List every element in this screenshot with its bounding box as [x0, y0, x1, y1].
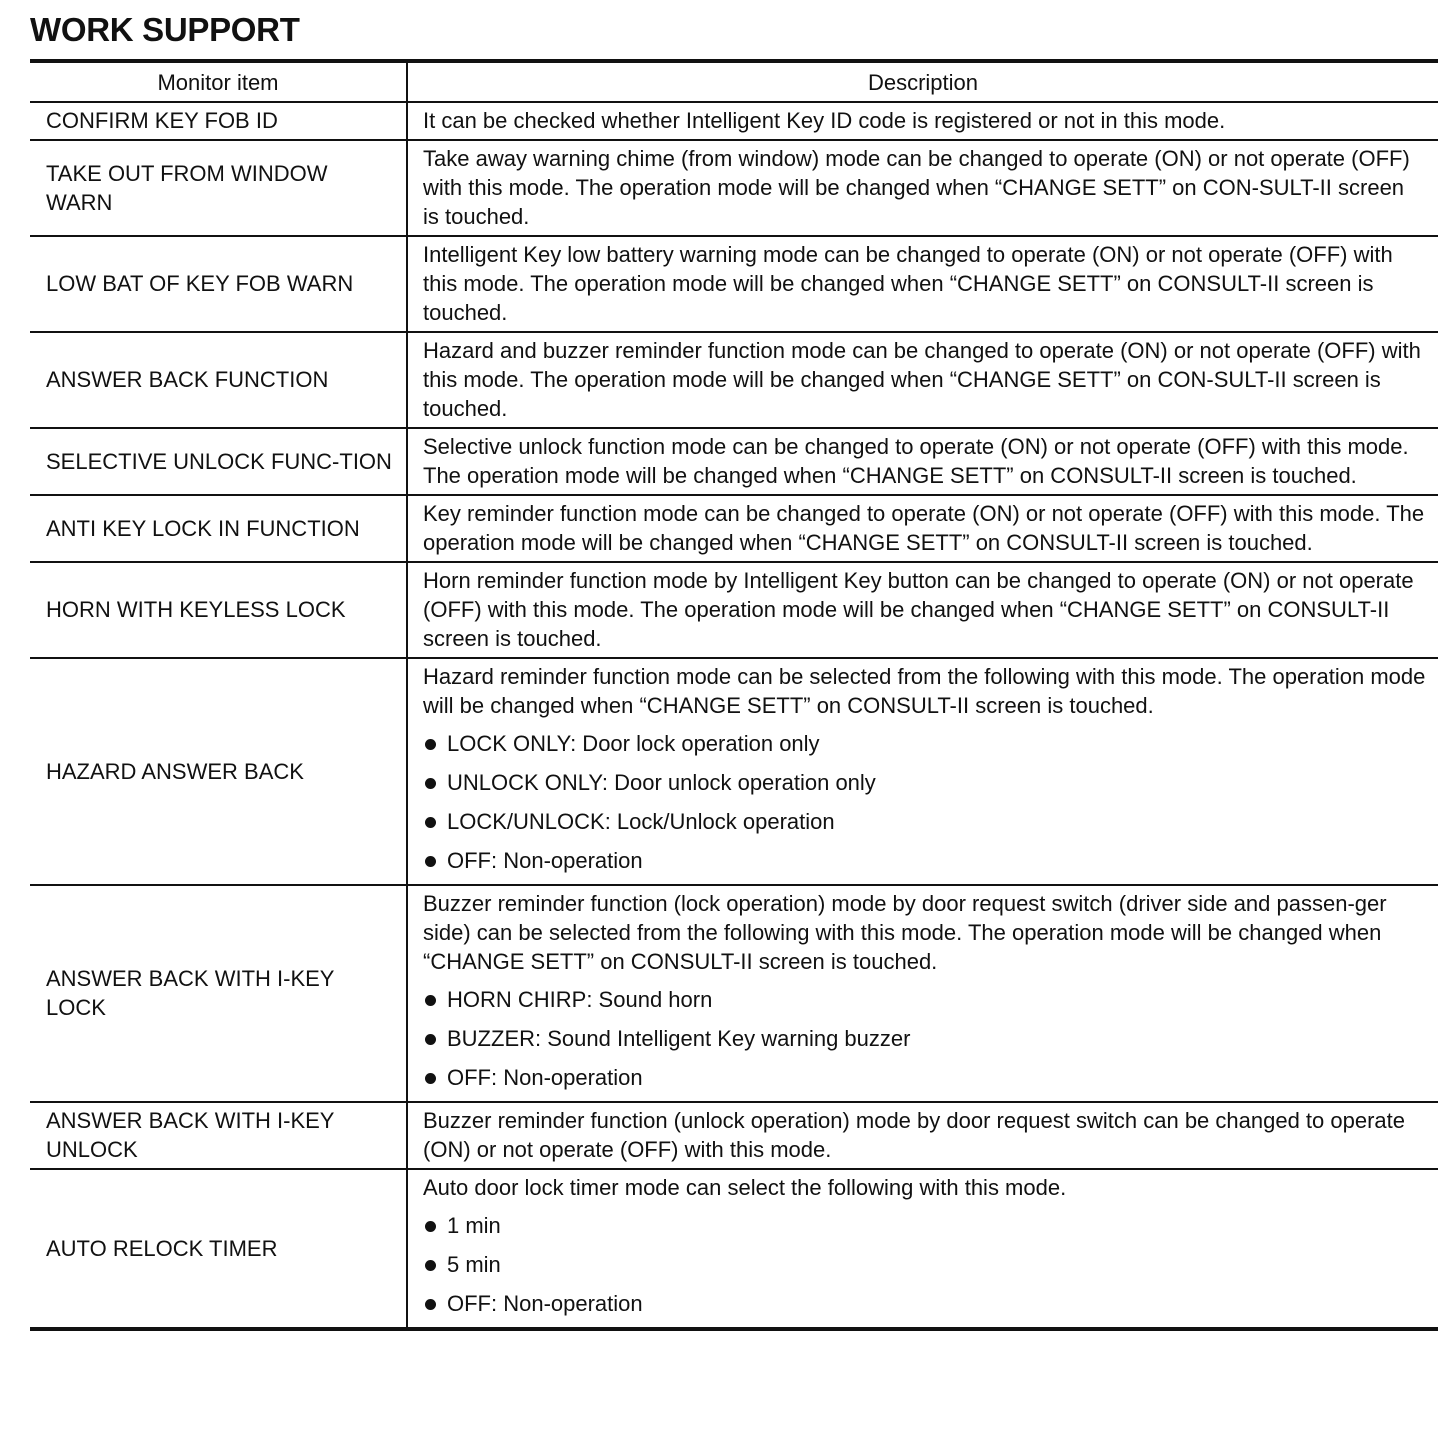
table-row	[30, 885, 1438, 1102]
bullet-icon	[425, 1260, 436, 1271]
option-item	[423, 1058, 1426, 1097]
description-cell	[407, 885, 1438, 1102]
description-cell	[407, 236, 1438, 332]
description-text: Hazard and buzzer reminder function mode can be changed to operate (ON) or not operate (OFF) with this mode. The operation mode will be changed when “CHANGE SETT” on CON-SULT-II screen is touched.	[423, 338, 1421, 421]
header-row	[30, 61, 1438, 102]
header-monitor-item: Monitor item	[157, 69, 279, 95]
description-cell	[407, 1102, 1438, 1169]
bullet-icon	[425, 778, 436, 789]
table-row	[30, 495, 1438, 562]
option-text: 5 min	[447, 1252, 501, 1277]
monitor-item-cell: HAZARD ANSWER BACK	[46, 758, 304, 784]
table-row	[30, 236, 1438, 332]
page-title: WORK SUPPORT	[30, 11, 300, 48]
option-text: OFF: Non-operation	[447, 1065, 643, 1090]
bullet-icon	[425, 1034, 436, 1045]
bullet-icon	[425, 739, 436, 750]
description-text: Buzzer reminder function (unlock operation) mode by door request switch can be changed to operate (ON) or not operate (OFF) with this mode.	[423, 1108, 1406, 1162]
monitor-item-cell: ANTI KEY LOCK IN FUNCTION	[46, 515, 360, 541]
header-description: Description	[407, 61, 1438, 102]
option-item	[423, 763, 1426, 802]
table-row	[30, 562, 1438, 658]
description-text: Take away warning chime (from window) mode can be changed to operate (ON) or not operate (OFF) with this mode. The operation mode will be changed when “CHANGE SETT” on CON-SULT-II screen is touched.	[423, 146, 1410, 229]
table-row	[30, 1169, 1438, 1329]
description-cell	[407, 102, 1438, 140]
description-text: Auto door lock timer mode can select the following with this mode.	[423, 1175, 1067, 1200]
bullet-icon	[425, 995, 436, 1006]
monitor-item-cell: TAKE OUT FROM WINDOW WARN	[46, 160, 328, 215]
table-body	[30, 102, 1438, 1329]
monitor-item-cell: LOW BAT OF KEY FOB WARN	[46, 271, 354, 296]
description-cell	[407, 332, 1438, 428]
option-item	[423, 841, 1426, 880]
bullet-icon	[425, 856, 436, 867]
option-text: OFF: Non-operation	[447, 1291, 643, 1316]
option-item	[423, 802, 1426, 841]
table-row	[30, 1102, 1438, 1169]
bullet-icon	[425, 1073, 436, 1084]
option-item	[423, 1206, 1426, 1245]
option-text: UNLOCK ONLY: Door unlock operation only	[447, 770, 876, 795]
description-cell	[407, 140, 1438, 236]
description-text: It can be checked whether Intelligent Key ID code is registered or not in this mode.	[423, 108, 1226, 133]
option-text: LOCK/UNLOCK: Lock/Unlock operation	[447, 809, 835, 834]
table-row	[30, 332, 1438, 428]
table-row	[30, 428, 1438, 495]
option-list	[423, 1206, 1426, 1323]
description-cell	[407, 495, 1438, 562]
bullet-icon	[425, 1221, 436, 1232]
monitor-item-cell: AUTO RELOCK TIMER	[46, 1235, 278, 1261]
description-text: Buzzer reminder function (lock operation) mode by door request switch (driver side and passen-ger side) can be selected from the following with this mode. The operation mode will be changed when “CHANGE SETT” on CONSULT-II screen is touched.	[423, 891, 1387, 974]
monitor-item-cell: CONFIRM KEY FOB ID	[46, 108, 278, 133]
option-text: BUZZER: Sound Intelligent Key warning buzzer	[447, 1026, 911, 1051]
option-text: OFF: Non-operation	[447, 848, 643, 873]
description-text: Key reminder function mode can be changed to operate (ON) or not operate (OFF) with this mode. The operation mode will be changed when “CHANGE SETT” on CONSULT-II screen is touched.	[423, 501, 1425, 555]
description-cell	[407, 1169, 1438, 1329]
description-text: Selective unlock function mode can be changed to operate (ON) or not operate (OFF) with this mode. The operation mode will be changed when “CHANGE SETT” on CONSULT-II screen is touched.	[423, 434, 1409, 488]
option-text: LOCK ONLY: Door lock operation only	[447, 731, 820, 756]
option-list	[423, 724, 1426, 880]
monitor-item-cell: ANSWER BACK FUNCTION	[46, 367, 329, 392]
table-row	[30, 102, 1438, 140]
bullet-icon	[425, 1299, 436, 1310]
monitor-item-cell: SELECTIVE UNLOCK FUNC-TION	[46, 448, 392, 474]
table-row	[30, 658, 1438, 885]
option-list	[423, 980, 1426, 1097]
description-cell	[407, 658, 1438, 885]
option-item	[423, 980, 1426, 1019]
description-text: Hazard reminder function mode can be selected from the following with this mode. The operation mode will be changed when “CHANGE SETT” on CONSULT-II screen is touched.	[423, 664, 1426, 718]
option-item	[423, 724, 1426, 763]
option-text: 1 min	[447, 1213, 501, 1238]
monitor-item-cell: ANSWER BACK WITH I-KEY LOCK	[46, 966, 335, 1020]
bullet-icon	[425, 817, 436, 828]
description-text: Intelligent Key low battery warning mode can be changed to operate (ON) or not operate (OFF) with this mode. The operation mode will be changed when “CHANGE SETT” on CONSULT-II screen is touched.	[423, 242, 1393, 325]
description-cell	[407, 428, 1438, 495]
monitor-item-cell: ANSWER BACK WITH I-KEY UNLOCK	[46, 1108, 335, 1162]
table-header	[30, 61, 1438, 102]
monitor-item-cell: HORN WITH KEYLESS LOCK	[46, 597, 346, 622]
option-text: HORN CHIRP: Sound horn	[447, 987, 713, 1012]
option-item	[423, 1019, 1426, 1058]
option-item	[423, 1284, 1426, 1323]
description-text: Horn reminder function mode by Intelligent Key button can be changed to operate (ON) or not operate (OFF) with this mode. The operation mode will be changed when “CHANGE SETT” on CONSULT-II screen is touched.	[423, 568, 1414, 651]
option-item	[423, 1245, 1426, 1284]
work-support-table	[30, 59, 1438, 1331]
description-cell	[407, 562, 1438, 658]
table-row	[30, 140, 1438, 236]
